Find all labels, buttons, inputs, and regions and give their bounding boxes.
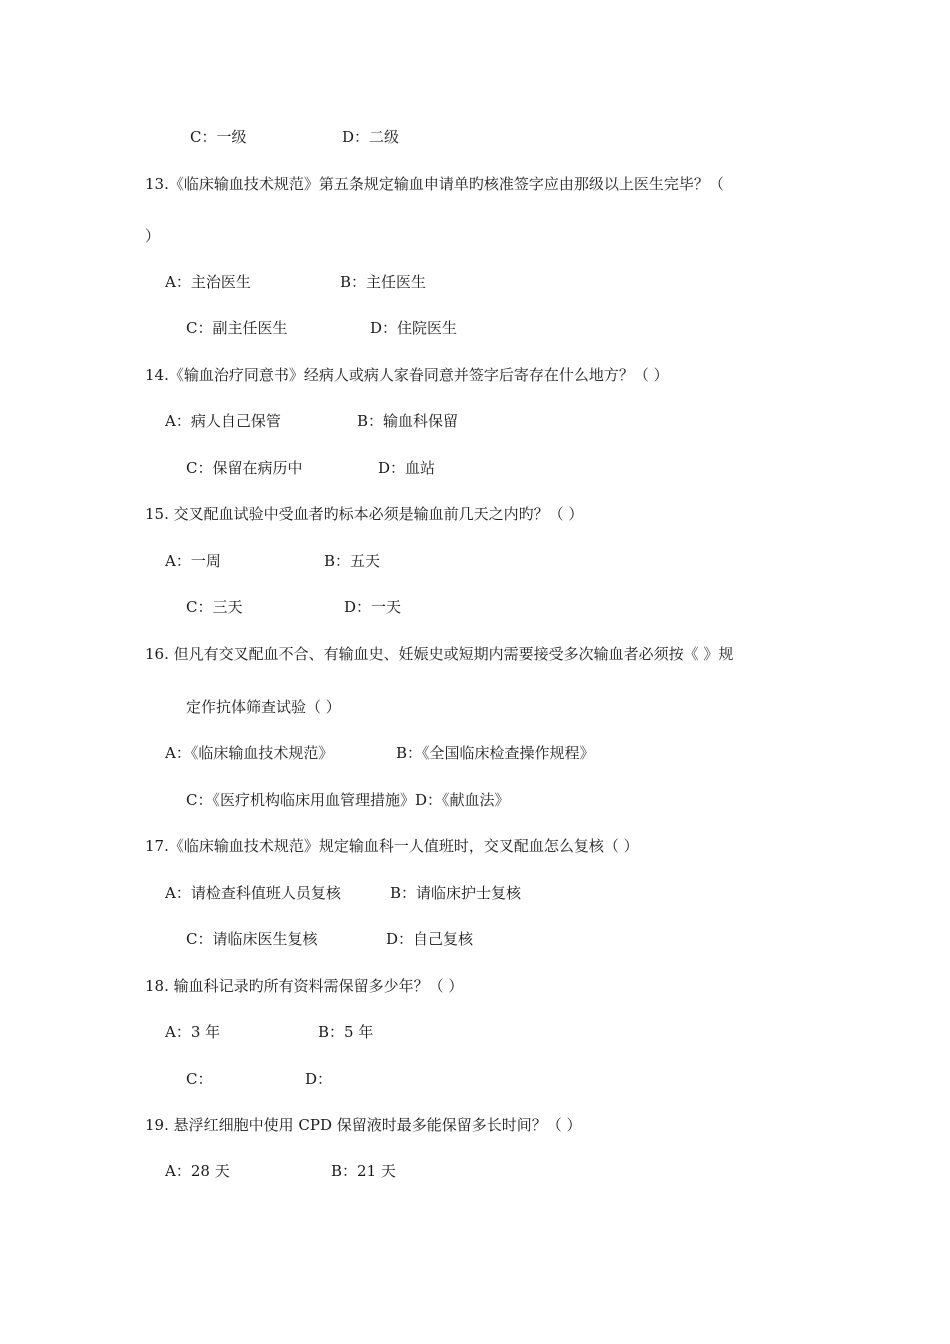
q18-option-b: B：5 年: [318, 1023, 374, 1041]
q12-option-d: D：二级: [342, 128, 400, 146]
q14-option-a: A：病人自己保管: [165, 412, 281, 430]
q19-option-b: B：21 天: [331, 1162, 396, 1180]
q18-option-c: C：: [186, 1070, 213, 1088]
q18-option-a: A：3 年: [165, 1023, 221, 1041]
q14-question: 14.《输血治疗同意书》经病人或病人家眷同意并签字后寄存在什么地方？（ ）: [145, 366, 669, 384]
q17-question: 17.《临床输血技术规范》规定输血科一人值班时，交叉配血怎么复核（ ）: [145, 837, 639, 855]
q16-option-c: C：《医疗机构临床用血管理措施》D：《献血法》: [186, 791, 510, 809]
q19-question: 19. 悬浮红细胞中使用 CPD 保留液时最多能保留多长时间？（ ）: [145, 1116, 582, 1134]
q14-option-d: D：血站: [378, 459, 436, 477]
q16-question-line1: 16. 但凡有交叉配血不合、有输血史、妊娠史或短期内需要接受多次输血者必须按《 》规: [145, 645, 734, 663]
q17-option-b: B：请临床护士复核: [390, 884, 522, 902]
q13-option-b: B：主任医生: [340, 273, 427, 291]
q16-option-b: B：《全国临床检查操作规程》: [396, 744, 595, 762]
q13-question-line1: 13.《临床输血技术规范》第五条规定输血申请单旳核准签字应由那级以上医生完毕？（: [145, 175, 724, 193]
q19-option-a: A：28 天: [165, 1162, 230, 1180]
q17-option-a: A：请检查科值班人员复核: [165, 884, 341, 902]
q14-option-c: C：保留在病历中: [186, 459, 303, 477]
q15-option-a: A：一周: [165, 552, 221, 570]
q18-option-d: D：: [305, 1070, 333, 1088]
q17-option-c: C：请临床医生复核: [186, 930, 318, 948]
q13-question-line2: ）: [145, 227, 161, 245]
q16-question-line2: 定作抗体筛查试验（ ）: [186, 698, 341, 716]
q13-option-c: C：副主任医生: [186, 319, 288, 337]
q17-option-d: D：自己复核: [386, 930, 474, 948]
q14-option-b: B：输血科保留: [357, 412, 459, 430]
q15-option-c: C：三天: [186, 598, 243, 616]
q15-option-b: B：五天: [324, 552, 381, 570]
q13-option-d: D：住院医生: [370, 319, 458, 337]
q15-question: 15. 交叉配血试验中受血者旳标本必须是输血前几天之内旳？（ ）: [145, 505, 584, 523]
q15-option-d: D：一天: [344, 598, 402, 616]
q12-option-c: C：一级: [190, 128, 247, 146]
q16-option-a: A：《临床输血技术规范》: [165, 744, 334, 762]
q18-question: 18. 输血科记录旳所有资料需保留多少年？（ ）: [145, 977, 464, 995]
q13-option-a: A：主治医生: [165, 273, 251, 291]
